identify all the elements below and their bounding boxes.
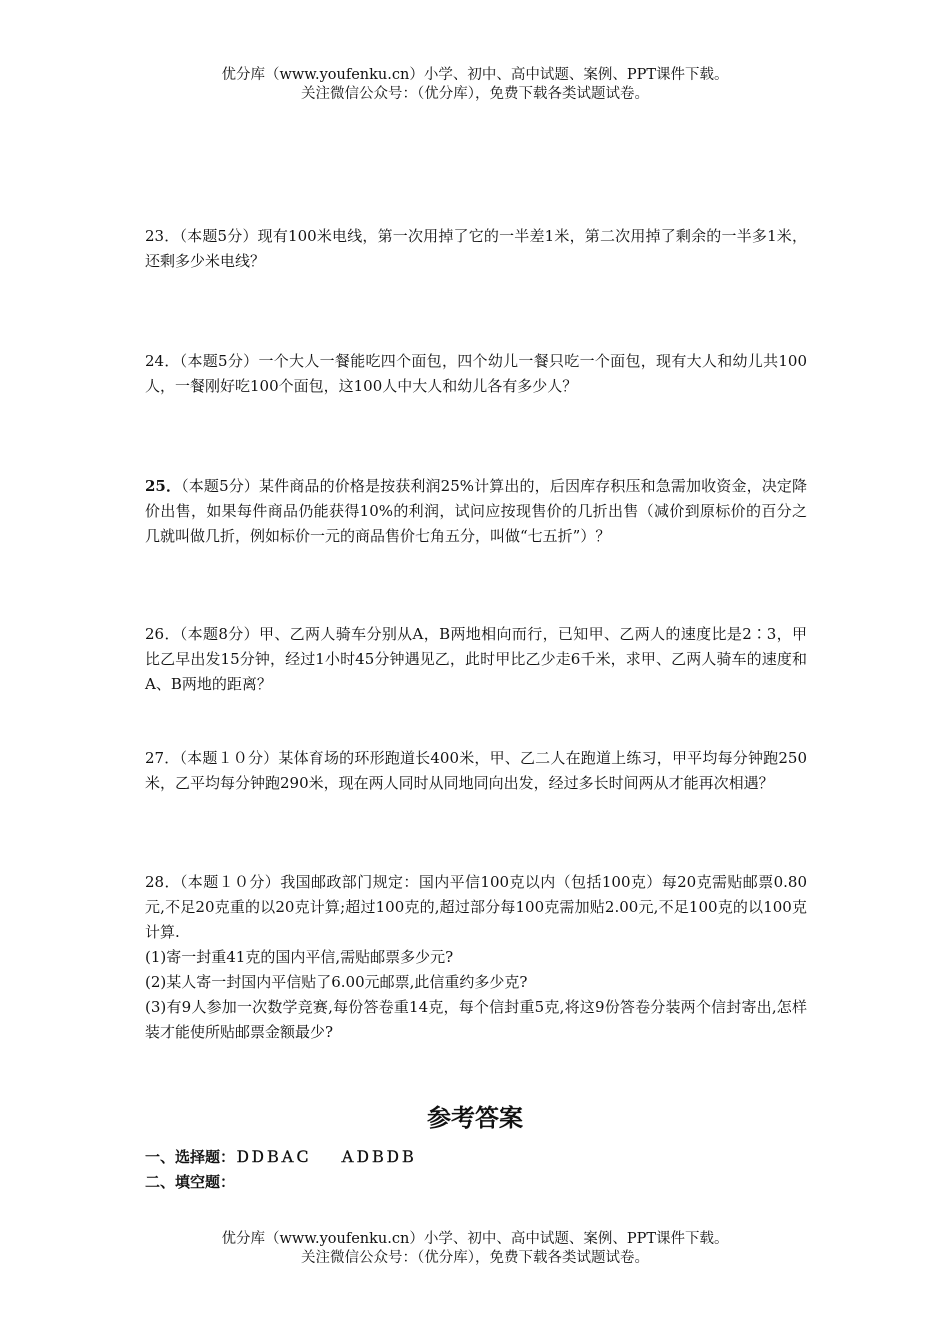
question-28 xyxy=(145,870,807,1045)
question-24 xyxy=(145,349,807,399)
answers-title: 参考答案 xyxy=(427,1104,523,1132)
answers-fill: 二、填空题： xyxy=(145,1173,236,1191)
question-24-text: 24．（本题5分）一个大人一餐能吃四个面包，四个幼儿一餐只吃一个面包，现有大人和幼儿共100人，一餐刚好吃100个面包，这100人中大人和幼儿各有多少人？ xyxy=(145,352,807,395)
question-25-text: （本题5分）某件商品的价格是按获利润25%计算出的，后因库存积压和急需加收资金，决定降价出售，如果每件商品仍能获得10%的利润，试问应按现售价的几折出售（减价到原标价的百分之几就叫做几折，例如标价一元的商品售价七角五分，叫做“七五折”）？ xyxy=(145,477,808,545)
question-25-number: 25． xyxy=(145,477,182,495)
question-23-text: 23．（本题5分）现有100米电线，第一次用掉了它的一半差1米，第二次用掉了剩余的一半多1米，还剩多少米电线？ xyxy=(145,227,807,270)
question-28-part-2: (2)某人寄一封国内平信贴了6.00元邮票,此信重约多少克? xyxy=(145,973,528,991)
question-27-text: 27．（本题１０分）某体育场的环形跑道长400米，甲、乙二人在跑道上练习，甲平均每分钟跑250米，乙平均每分钟跑290米，现在两人同时从同地同向出发，经过多长时间两从才能再次相遇？ xyxy=(145,749,807,792)
answers-choice: 一、选择题：ＤＤＢＡＣ ＡＤＢＤＢ xyxy=(145,1148,416,1166)
header-line-1: 优分库（www.youfenku.cn）小学、初中、高中试题、案例、PPT课件下载。 xyxy=(221,67,729,83)
page-header xyxy=(0,66,950,104)
question-28-intro: 28．（本题１０分）我国邮政部门规定：国内平信100克以内（包括100克）每20克需贴邮票0.80元,不足20克重的以20克计算;超过100克的,超过部分每100克需加贴2.00元,不足100克的以100克计算. xyxy=(145,873,807,941)
question-25 xyxy=(145,474,807,549)
question-28-part-1: (1)寄一封重41克的国内平信,需贴邮票多少元? xyxy=(145,948,454,966)
footer-line-1: 优分库（www.youfenku.cn）小学、初中、高中试题、案例、PPT课件下载。 xyxy=(221,1231,729,1247)
question-27 xyxy=(145,746,807,796)
page-footer xyxy=(0,1230,950,1268)
question-23 xyxy=(145,224,807,274)
question-26 xyxy=(145,622,807,697)
footer-line-2: 关注微信公众号：（优分库），免费下载各类试题试卷。 xyxy=(301,1250,649,1266)
question-28-part-3: (3)有9人参加一次数学竞赛,每份答卷重14克，每个信封重5克,将这9份答卷分装两个信封寄出,怎样装才能使所贴邮票金额最少? xyxy=(145,998,807,1041)
question-26-text: 26．（本题8分）甲、乙两人骑车分别从A，B两地相向而行，已知甲、乙两人的速度比是2∶3，甲比乙早出发15分钟，经过1小时45分钟遇见乙，此时甲比乙少走6千米，求甲、乙两人骑车的速度和A、B两地的距离？ xyxy=(145,625,807,693)
header-line-2: 关注微信公众号：（优分库），免费下载各类试题试卷。 xyxy=(301,86,649,102)
